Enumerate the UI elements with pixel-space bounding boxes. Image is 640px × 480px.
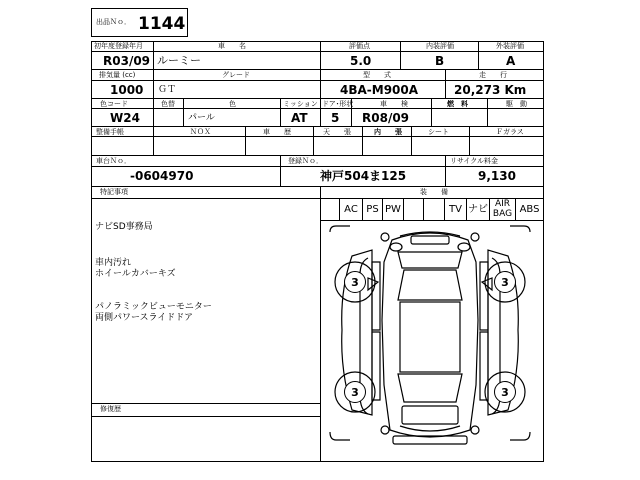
equipment-item-tv: TV	[449, 204, 462, 215]
chassis-no-value: -0604970	[130, 169, 194, 183]
interior-grade-label: 内装評価	[426, 42, 454, 50]
registration-no-value: 神戸504ま125	[320, 169, 407, 183]
door-value: 5	[331, 111, 340, 125]
lot-label: 出品Ｎｏ．	[96, 18, 131, 26]
first-registration-value: R03/09	[103, 54, 151, 68]
lot-number: 1144	[138, 14, 186, 34]
inspection-value: R08/09	[362, 111, 410, 125]
note-line: ナビSD事務局	[95, 222, 153, 232]
seat-label: シート	[428, 128, 449, 136]
front-glass-label: Ｆガラス	[496, 128, 524, 136]
sunroof-label: 天 張	[323, 128, 351, 136]
recycle-fee-value: 9,130	[478, 169, 516, 183]
mileage-label: 走 行	[479, 71, 507, 79]
note-line: 車内汚れ	[95, 258, 132, 268]
equipment-label: 装 備	[420, 188, 448, 196]
registration-no-label: 登録Ｎｏ．	[288, 157, 323, 165]
model-value: 4BA-M900A	[340, 83, 419, 97]
service-book-label: 整備手帳	[96, 128, 124, 136]
score-label: 評価点	[349, 42, 370, 50]
first-registration-label: 初年度登録年月	[94, 42, 143, 50]
grade-label: グレード	[222, 71, 250, 79]
damage-badge-rear-left: 3	[344, 381, 366, 403]
mission-label: ミッション	[283, 100, 318, 108]
damage-badge-rear-right: 3	[494, 381, 516, 403]
exterior-grade-label: 外装評価	[496, 42, 524, 50]
displacement-label: 排気量 (cc)	[99, 71, 136, 79]
fuel-label: 燃 料	[447, 100, 468, 108]
note-line: ホイールカバーキズ	[95, 269, 176, 279]
color-code-value: W24	[110, 111, 140, 125]
note-line: パノラミックビューモニター	[95, 302, 212, 312]
equipment-item-navi: ナビ	[468, 204, 488, 215]
color-code-label: 色コード	[100, 100, 128, 108]
inspection-label: 車 検	[380, 100, 408, 108]
mission-value: AT	[291, 111, 308, 125]
displacement-value: 1000	[110, 83, 144, 97]
score-value: 5.0	[350, 54, 372, 68]
chassis-no-label: 車台Ｎｏ．	[96, 157, 131, 165]
equipment-item-abs: ABS	[519, 204, 540, 215]
damage-badge-front-left: 3	[344, 271, 366, 293]
equipment-item-ps: PS	[366, 204, 379, 215]
car-history-label: 車 歴	[263, 128, 291, 136]
notes-label: 特記事項	[100, 188, 128, 196]
equipment-item-ac: AC	[344, 204, 358, 215]
equipment-item-pw: PW	[385, 204, 401, 215]
car-name-value: ルーミー	[157, 54, 201, 67]
mileage-value: 20,273 Km	[454, 83, 527, 97]
headliner-label: 内 張	[374, 128, 402, 136]
color-label: 色	[229, 100, 236, 108]
note-line: 両側パワースライドドア	[95, 313, 194, 323]
recycle-fee-label: リサイクル料金	[450, 157, 499, 165]
equipment-item-airbag: AIR BAG	[492, 199, 513, 219]
car-name-label: 車 名	[218, 42, 246, 50]
color-change-label: 色替	[161, 100, 175, 108]
door-label: ドア･形状	[322, 100, 354, 108]
interior-grade-value: B	[435, 54, 445, 68]
model-label: 型 式	[363, 71, 391, 79]
nox-label: ＮＯＸ	[190, 128, 211, 136]
repair-history-label: 修復歴	[100, 405, 121, 413]
exterior-grade-value: A	[506, 54, 516, 68]
grade-value: ＧＴ	[158, 85, 177, 95]
drive-label: 駆 動	[506, 100, 527, 108]
damage-badge-front-right: 3	[494, 271, 516, 293]
color-value: パール	[188, 113, 215, 123]
